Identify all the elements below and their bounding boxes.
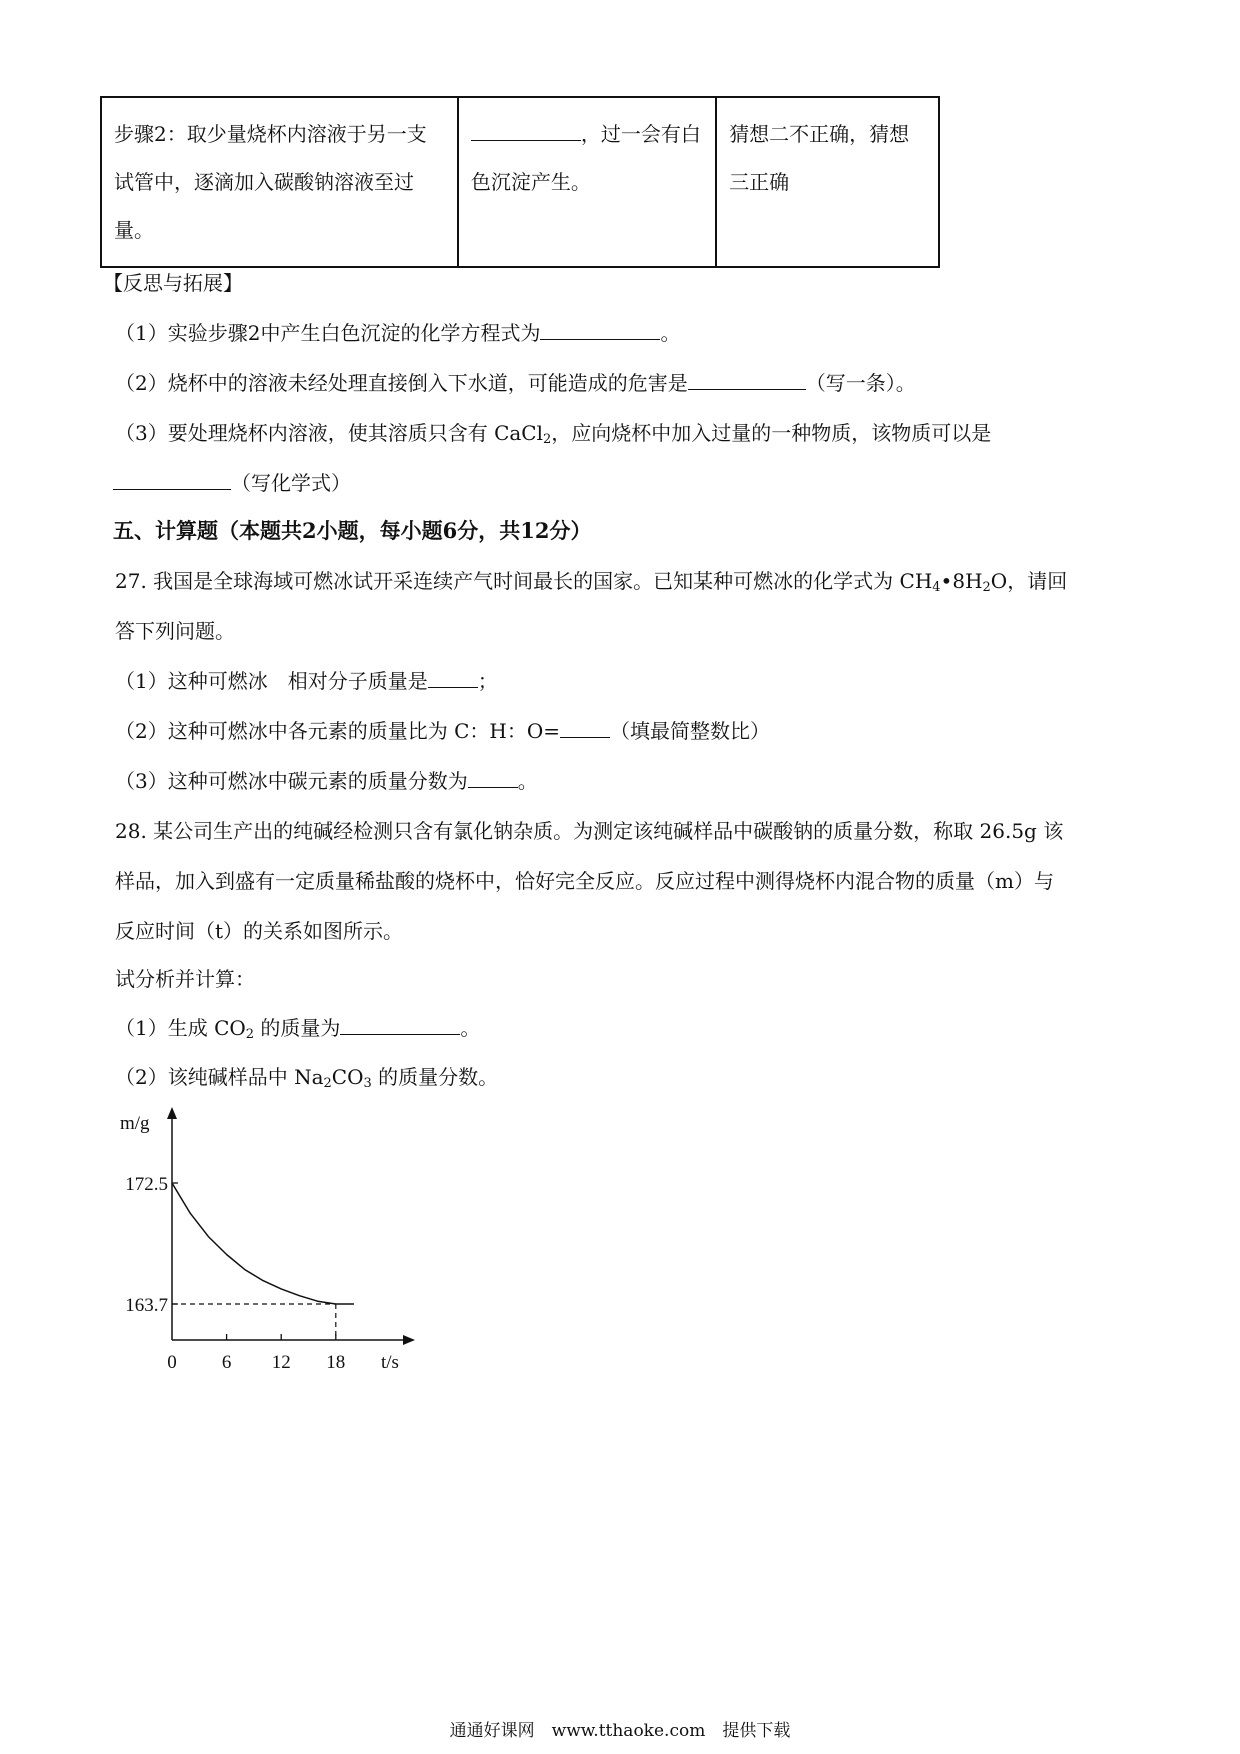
q28-p2-text-a: （2）该纯碱样品中 Na [115, 1065, 324, 1089]
q28-p2-sub1: 2 [323, 1076, 332, 1091]
chart-group [120, 1107, 415, 1373]
q27-text-b: •8H [940, 569, 983, 593]
q27-p1-text: （1）这种可燃冰 相对分子质量是 [115, 669, 428, 693]
answer-blank[interactable] [468, 767, 518, 788]
q28-line4: 试分析并计算： [115, 967, 255, 991]
q27-p1 [115, 666, 498, 696]
q27-p2-end: （填最简整数比） [609, 719, 770, 743]
phenomenon-cell [458, 97, 716, 267]
q2-end: （写一条）。 [805, 371, 916, 395]
x-tick-label: 12 [271, 1352, 291, 1373]
reflection-q2 [115, 368, 916, 398]
q27-text-a: 27. 我国是全球海域可燃冰试开采连续产气时间最长的国家。已知某种可燃冰的化学式为 CH [115, 569, 933, 593]
q27-p1-end: ； [477, 669, 498, 693]
answer-blank[interactable] [560, 717, 610, 738]
q3-subscript: 2 [543, 432, 552, 447]
q28-p2-text-b: CO [331, 1065, 364, 1089]
answer-blank[interactable] [340, 1014, 460, 1035]
q28-p1-text-b: 的质量为 [254, 1016, 341, 1040]
q27-line1 [115, 566, 1067, 603]
experiment-table [100, 96, 940, 268]
q28-p2-text-c: 的质量分数。 [371, 1065, 499, 1089]
mass-time-chart [100, 1095, 440, 1385]
step-cell [101, 97, 458, 267]
reflection-q1 [115, 318, 680, 348]
phenomenon-text: ，过一会有白色沉淀产生。 [470, 122, 701, 194]
reflection-heading: 【反思与拓展】 [103, 271, 243, 295]
q28-p1-sub: 2 [245, 1027, 255, 1042]
q28-p1-text-a: （1）生成 CO [115, 1016, 246, 1040]
q27-p2 [115, 716, 770, 746]
reflection-q3 [115, 418, 991, 455]
q27-p3 [115, 766, 538, 796]
q28-line2: 样品，加入到盛有一定质量稀盐酸的烧杯中，恰好完全反应。反应过程中测得烧杯内混合物的质量（m）与 [115, 869, 1054, 893]
q28-p2-sub2: 3 [363, 1076, 372, 1091]
y-tick-label: 172.5 [125, 1174, 168, 1195]
q28-line1: 28. 某公司生产出的纯碱经检测只含有氯化钠杂质。为测定该纯碱样品中碳酸钠的质量分数，称取 26.5g 该 [115, 819, 1064, 843]
q28-p1 [115, 1013, 480, 1050]
q3-text-b: ，应向烧杯中加入过量的一种物质，该物质可以是 [551, 421, 992, 445]
q28-line3: 反应时间（t）的关系如图所示。 [115, 919, 404, 943]
answer-blank[interactable] [113, 469, 231, 490]
answer-blank[interactable] [540, 319, 660, 340]
q27-sub2: 2 [982, 580, 991, 595]
q1-end: 。 [660, 321, 681, 345]
q27-text-c: O，请回 [990, 569, 1068, 593]
q27-p3-text: （3）这种可燃冰中碳元素的质量分数为 [115, 769, 468, 793]
q3-end: （写化学式） [231, 471, 351, 495]
footer: 通通好课网 www.tthaoke.com 提供下载 [449, 1721, 791, 1741]
q27-p3-end: 。 [517, 769, 538, 793]
q1-text: （1）实验步骤2中产生白色沉淀的化学方程式为 [115, 321, 541, 345]
x-axis-label: t/s [381, 1352, 399, 1373]
q28-p1-end: 。 [460, 1016, 481, 1040]
step-text: 步骤2：取少量烧杯内溶液于另一支试管中，逐滴加入碳酸钠溶液至过量。 [114, 122, 427, 242]
x-axis-arrow [403, 1335, 415, 1345]
q27-p2-text: （2）这种可燃冰中各元素的质量比为 C：H：O= [115, 719, 560, 743]
y-tick-label: 163.7 [125, 1295, 168, 1316]
y-axis-arrow [167, 1107, 177, 1119]
table-row [101, 97, 939, 267]
answer-blank[interactable] [688, 369, 806, 390]
q3-text-a: （3）要处理烧杯内溶液，使其溶质只含有 CaCl [115, 421, 544, 445]
section-title: 五、计算题（本题共2小题，每小题6分，共12分） [113, 518, 592, 543]
conclusion-cell [716, 97, 939, 267]
answer-blank[interactable] [471, 120, 581, 141]
y-axis-label: m/g [120, 1113, 150, 1134]
x-tick-label: 18 [326, 1352, 346, 1373]
q27-line2: 答下列问题。 [115, 619, 235, 643]
q28-p2 [115, 1062, 498, 1099]
answer-blank[interactable] [428, 667, 478, 688]
reflection-q3-cont [113, 468, 351, 498]
x-tick-label: 0 [167, 1352, 177, 1373]
x-tick-label: 6 [221, 1352, 232, 1373]
series-line [172, 1183, 354, 1304]
q2-text: （2）烧杯中的溶液未经处理直接倒入下水道，可能造成的危害是 [115, 371, 688, 395]
q27-sub1: 4 [932, 580, 941, 595]
conclusion-text: 猜想二不正确，猜想三正确 [729, 122, 910, 194]
